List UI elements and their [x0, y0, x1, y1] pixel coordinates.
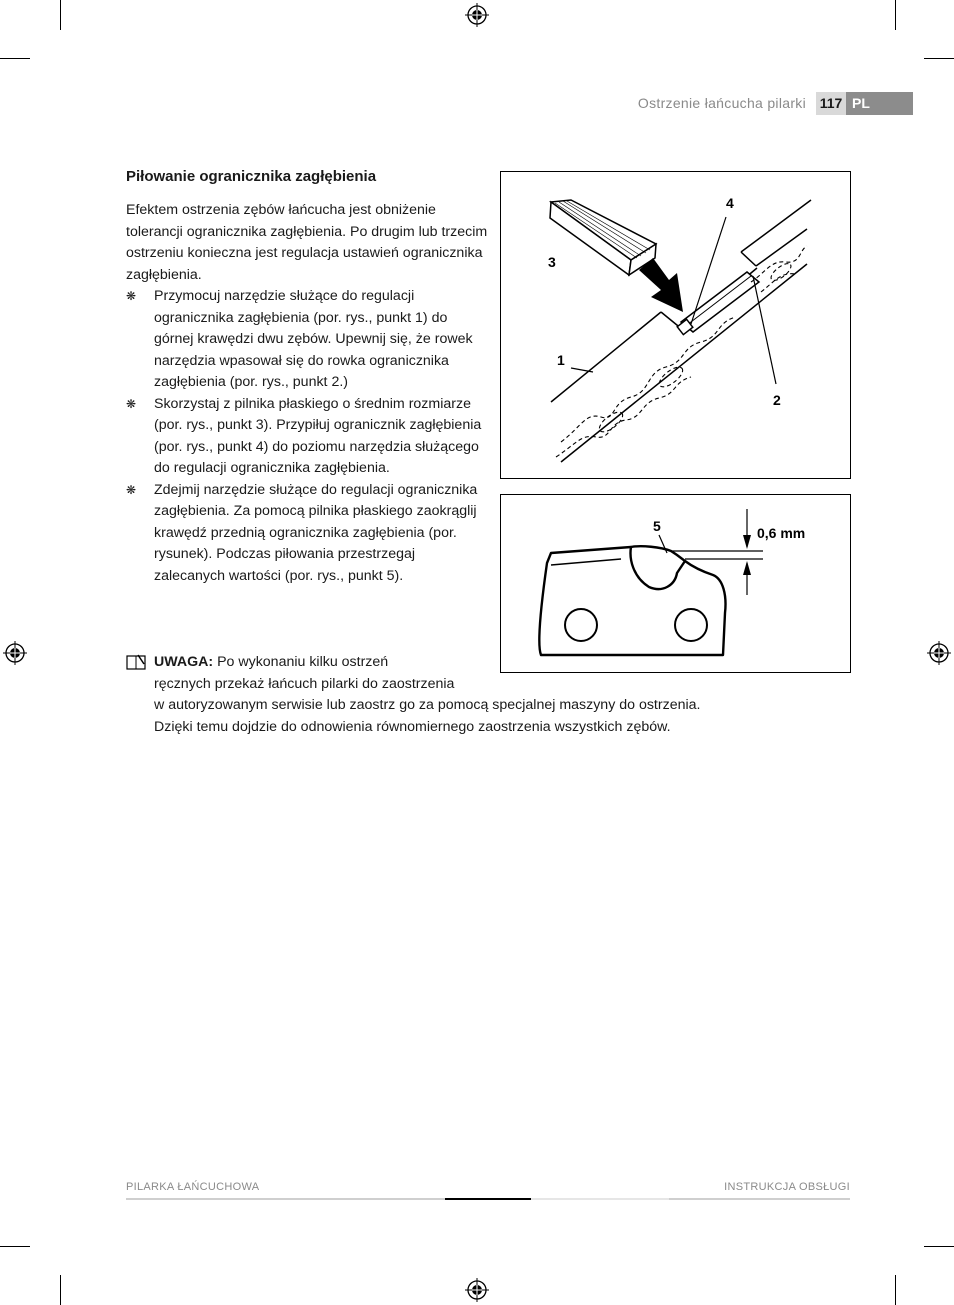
crop-mark	[895, 0, 896, 30]
note-line	[154, 652, 746, 674]
crop-mark	[60, 1275, 61, 1305]
footer-divider	[445, 1198, 531, 1200]
bullet-icon: ❋	[126, 396, 137, 411]
note-line: Dzięki temu dojdzie do odnowienia równomiernego zaostrzenia wszystkich zębów.	[154, 718, 671, 735]
footer-divider	[126, 1198, 445, 1200]
language-badge: PL	[846, 92, 913, 115]
running-header-title: Ostrzenie łańcucha pilarki	[637, 95, 806, 111]
list-item-text: Skorzystaj z pilnika płaskiego o średnim rozmiarze (por. rys., punkt 3). Przypiłuj ogranicznik zagłębienia	[154, 395, 482, 433]
bullet-icon: ❋	[126, 289, 137, 303]
figure-tooth-profile	[500, 494, 851, 673]
crop-mark	[0, 1246, 30, 1247]
page-number: 117	[816, 92, 846, 115]
crop-mark	[924, 1246, 954, 1247]
list-item-text: Zdejmij narzędzie służące do regulacji ogranicznika zagłębienia. Za pomocą pilnika płaskiego zaokrąglij krawędź przednią ogranicznika zagłębienia (por. rysunek). Podczas piłowania przestrzegaj zalecanych wartości (por. rys., punkt 5).	[154, 481, 478, 584]
figure-label: 3	[548, 254, 556, 270]
footer-product-name: PILARKA ŁAŃCUCHOWA	[126, 1181, 260, 1193]
note-body	[126, 652, 746, 738]
bullet-icon: ❋	[126, 482, 137, 497]
registration-mark-icon	[465, 3, 489, 27]
figure-depth-gauge-filing-drawing	[501, 172, 850, 478]
crop-mark	[895, 1275, 896, 1305]
registration-mark-icon	[465, 1278, 489, 1302]
registration-mark-icon	[3, 641, 27, 665]
crop-mark	[924, 58, 954, 59]
registration-mark-icon	[927, 641, 951, 665]
note-line: ręcznych przekaż łańcuch pilarki do zaostrzenia	[154, 675, 455, 692]
note-line: w autoryzowanym serwisie lub zaostrz go za pomocą specjalnej maszyny do ostrzenia.	[154, 697, 701, 713]
note-label: UWAGA:	[154, 654, 214, 670]
crop-mark	[0, 58, 30, 59]
figure-label: 1	[557, 352, 565, 368]
figure-tooth-profile-drawing	[501, 495, 850, 672]
list-item-text: Przymocuj narzędzie służące do regulacji ogranicznika zagłębienia (por. rys., punkt 1) do górnej krawędzi dwu zębów. Upewnij się, że rowek narzędzia wpasował się do rowka ogranicznika zagłębienia (por. rys., punkt 2.)	[154, 288, 473, 390]
section-title: Piłowanie ogranicznika zagłębienia	[126, 168, 377, 185]
note-text: Po wykonaniu kilku ostrzeń	[217, 654, 389, 670]
crop-mark	[60, 0, 61, 30]
list-item	[126, 480, 488, 588]
footer-divider	[669, 1198, 850, 1200]
figure-label: 4	[726, 195, 734, 211]
note-block	[126, 652, 746, 738]
footer-divider	[531, 1198, 669, 1200]
measurement-label: 0,6 mm	[757, 525, 806, 541]
footer-manual-name: INSTRUKCJA OBSŁUGI	[724, 1181, 850, 1193]
figure-label: 5	[653, 518, 661, 534]
arrow-icon	[639, 258, 683, 312]
body-text	[126, 200, 488, 587]
list-item-text: (por. rys., punkt 4) do poziomu narzędzia służącego do regulacji ogranicznika zagłębienia.	[154, 438, 479, 476]
intro-paragraph: Efektem ostrzenia zębów łańcucha jest obniżenie tolerancji ogranicznika zagłębienia. Po drugim lub trzecim ostrzeniu konieczna jest regulacja ustawień ogranicznika zagłębienia.	[126, 202, 488, 283]
figure-label: 2	[773, 392, 781, 408]
note-book-icon	[126, 654, 146, 670]
list-item	[126, 394, 488, 480]
list-item	[126, 286, 488, 394]
figure-depth-gauge-filing	[500, 171, 851, 479]
flat-file-icon	[550, 200, 656, 275]
